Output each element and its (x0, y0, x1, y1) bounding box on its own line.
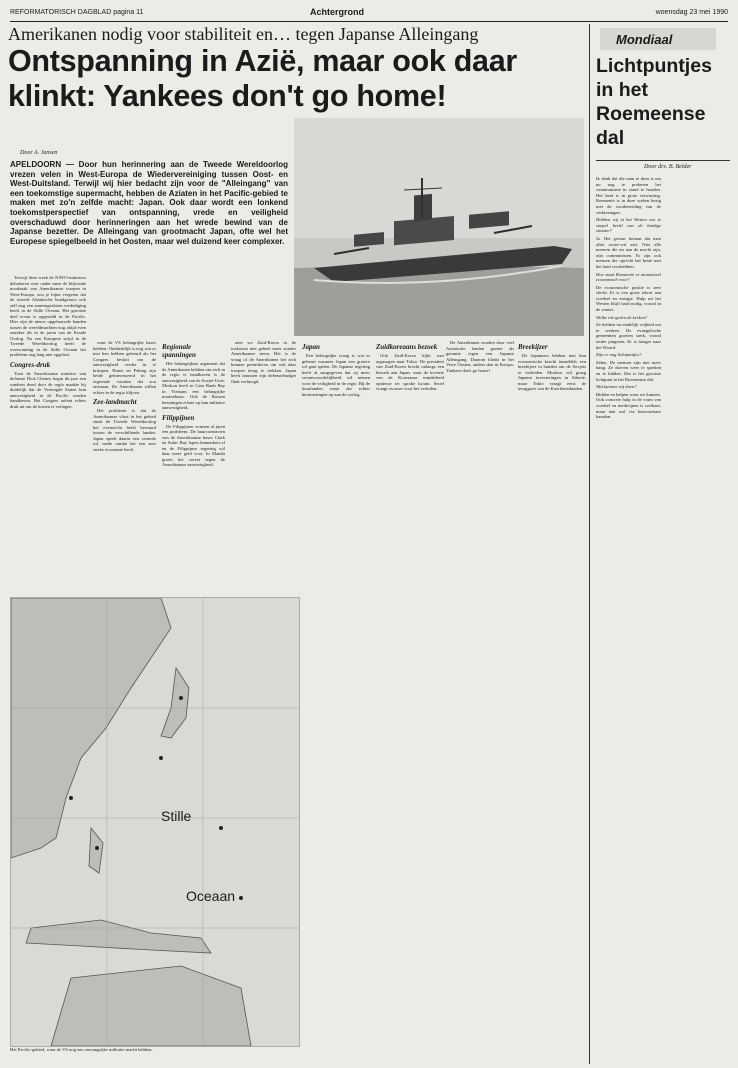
headline (8, 44, 583, 114)
pacific-map (10, 597, 300, 1047)
map-caption: Het Pacific-gebied, waar de VS nog een omvangrijke militaire macht hebben. (10, 1047, 153, 1052)
sidebar-text (596, 176, 732, 1056)
map-drawing (11, 598, 299, 1046)
col3-para: Het belangrijkste argument dat de Amerikanen hebben om zich in de regio te handhaven is de aanwezigheid van de Sovjet-Unie. Moskou heeft in Cam Ranh Bay in Vietnam een belangrijke marinebasis. Ook de Russen bezuinigen echter op hun militaire aanwezigheid. (162, 361, 225, 410)
sb-para-2: Ja. Het gevaar bestaat dat men alles zwart-wit ziet. Niet alle mensen die nu aan de macht zijn, zijn communisten. Er zijn ook mensen die oprecht het beste met het land voorhebben. (596, 235, 661, 269)
col6-para: Ook Zuid-Korea kijkt met argusogen naar Tokio. De president van Zuid-Korea bracht onlangs een bezoek aan Japan, waar de kwestie van de Koreaanse minderheid opnieuw ter sprake kwam. Seoel vraagt excuses voor het verleden. (376, 353, 444, 391)
sb-para-4: Ze hebben nu eindelijk vrijheid om te werken. De evangelische gemeenten groeien sterk, vooral onder jongeren. Er is honger naar het Woord. (596, 322, 661, 350)
sidebar-byline: Door drs. B. Belder (644, 164, 692, 170)
subhead-zee: Zee-landmacht (93, 398, 137, 406)
body-column-6 (376, 340, 444, 1060)
sb-question-3 (596, 315, 661, 321)
headline-line-2: klinkt: Yankees don't go home! (8, 79, 447, 113)
body-column-7 (446, 340, 514, 1060)
col8-para: De Japanners hebben met hun economische kracht inmiddels een breekijzer in handen om de Sovjets te verleiden. Moskou wil graag Japanse investeringen in Siberië, maar Tokio vraagt eerst de teruggave van de Koerileneilanden. (518, 353, 586, 391)
body-column-8 (518, 340, 586, 1060)
sb-question-2 (596, 272, 661, 283)
col1-para: Terwijl deze week de NAVO-ministers debatteren over onder meer de blijvende noodzaak van Amerikaanse troepen in West-Europa, zou je bijna vergeten dat de tweede Atlantische bondgenoot ook zelf nog een aaneengesloten verdediging heeft in de Stille Oceaan. Het grootste deel ervan is opgesteld in de Pacific. Hier zijn de nieuw opgebouwde banden tussen de wereldmachten nog altijd even onzeker als in de jaren van de Koude Oorlog. Na een Europese strijd in de Tweede Wereldoorlog heeft de overwinning in de Stille Oceaan het probleem nog lang niet opgelost. (10, 275, 86, 357)
sb-q1: Hebben wij in het Westen een te simpel beeld van de huidige situatie? (596, 217, 661, 234)
body-column-5 (302, 340, 370, 1060)
body-column-2 (93, 340, 156, 592)
headline-line-1: Ontspanning in Azië, maar ook daar (8, 44, 517, 78)
kicker: Amerikanen nodig voor stabiliteit en… tegen Japanse Alleingang (8, 24, 479, 44)
body-column-3 (162, 340, 225, 592)
col1b-para: Toen de Amerikaanse minister van defensie Dick Cheney begin dit jaar een rondreis deed door de regio maakte hij duidelijk dat de Verenigde Staten hun aanwezigheid in de Pacific zouden handhaven. Het Congres oefent echter druk uit om de kosten te verlagen. (10, 370, 86, 409)
map-label-oceaan: Oceaan (186, 888, 236, 904)
intro-text: APELDOORN — Door hun herinnering aan de Tweede Wereldoorlog vrezen velen in West-Europa de Wiedervereiniging tussen Oost- en West-Duitsland. Terwijl wij hier bedacht zijn voor de "Alleingang" van een toekomstige supermacht, hebben de Aziaten in het Pacific-gebied te maken met zo'n zelfde macht: Japan. Ook daar wordt een lonkend toekomstperspectief van ontspanning, vrede en veiligheid overschaduwd door herinneringen aan het wrede bewind van de Japanse bezetter. De Alleingang van grootmacht Japan, ofte wel het Europese spiegelbeeld in het Oosten, maar wel duizend keer complexer. (10, 160, 288, 246)
sb-para-6: Bidden en helpen waar we kunnen. Ook concrete hulp in de vorm van voedsel en medicijnen is welkom, maar dan wel via betrouwbare kanalen. (596, 391, 661, 420)
sb-q2: Hoe staat Roemenië er momenteel economisch voor? (596, 271, 661, 283)
sb-para-1: Ik denk dat die man te dom is om nu nog te proberen het communisme in stand te houden. Het land is in grote verwarring. Roemenië is in deze weken bezig met de voorbereiding van de verkiezingen. (596, 176, 661, 215)
subhead-japan: Japan (302, 343, 320, 351)
intro (10, 160, 288, 270)
section-title: Achtergrond (310, 7, 364, 17)
col4-para: zien we Zuid-Korea in de toekomst niet geheel meer zonder Amerikaanse steun. Het is de vraag of de Amerikanen het zich kunnen permitteren om ook daar troepen terug te trekken. Japan heeft intussen zijn defensiebudget flink verhoogd. (231, 340, 296, 384)
sb-q4: Zijn er nog lichtpuntjes? (596, 352, 642, 358)
col5-para: Een belangrijke vraag is wat er gebeurt wanneer Japan een grotere rol gaat spelen. De Japanse regering heeft al aangegeven dat zij meer verantwoordelijkheid wil nemen voor de veiligheid in de regio. Bij de buurlanden roept dat echter herinneringen op aan de oorlog. (302, 353, 370, 397)
subhead-breekijzer: Breekijzer (518, 343, 548, 351)
sb-question-4 (596, 352, 661, 358)
warship-photo (294, 118, 584, 336)
sb-para-3: De economische positie is zeer slecht. Er is een groot tekort aan voedsel en energie. Hulp uit het Westen blijft hard nodig, vooral in de winter. (596, 284, 661, 313)
sb-question-5 (596, 384, 661, 390)
map-label-stille: Stille (161, 808, 192, 824)
warship-illustration (294, 118, 584, 336)
col2-para: waar de VS belangrijke bases hebben. Onduidelijk is nog wat er met hen hebben gebeurd als het Congres besluit om de aanwezigheid verder in te krimpen. Hanoi en Peking zijn beide geïnteresseerd in het regionale vacuüm dat zou ontstaan. De Amerikanen willen echter in de regio blijven. (93, 340, 156, 395)
masthead (10, 7, 728, 22)
body-column-4 (231, 340, 296, 592)
sb-para-5: Zeker. De mensen zijn niet meer bang. Ze durven weer te spreken en te bidden. Dat is het grootste lichtpunt in het Roemeense dal. (596, 359, 661, 382)
sb-question-1 (596, 217, 661, 234)
sb-q5: Wat kunnen wij doen? (596, 384, 637, 390)
mondiaal-logo-text: Mondiaal (616, 32, 673, 47)
subhead-zuidkoreaans: Zuidkoreaans bezoek (376, 343, 438, 351)
subhead-filippijnen: Filippijnen (162, 413, 195, 422)
sidebar-mondiaal (589, 24, 732, 1064)
body-column-1 (10, 275, 86, 592)
mondiaal-logo (600, 28, 716, 50)
issue-date: woensdag 23 mei 1990 (655, 9, 728, 16)
sidebar-title: Lichtpuntjes in het Roemeense dal (596, 54, 730, 161)
sb-q3: Welke rol spelen de kerken? (596, 314, 648, 320)
col3b-para: De Filippijnen vormen al jaren een probleem. De huurcontracten van de Amerikaanse bases Clark en Subic Bay lopen binnenkort af en de Filippijnse regering wil daar meer geld voor. In Manila groeit het verzet tegen de Amerikaanse aanwezigheid. (162, 423, 225, 467)
col2b-para: Het probleem is dat de Amerikaanse vloot in het gebied sinds de Tweede Wereldoorlog het evenwicht heeft bewaard tussen de verschillende landen. Japan speelt daarin een centrale rol, mede omdat het een zeer sterke economie heeft. (93, 408, 156, 452)
col7-para: De Amerikanen worden door veel Aziatische landen gezien als garantie tegen een Japanse Alleingang. Daarom klinkt in het Verre Oosten, anders dan in Europa: Yankees don't go home! (446, 340, 514, 373)
paper-name: REFORMATORISCH DAGBLAD pagina 11 (10, 9, 144, 16)
byline: Door A. Jansen (20, 150, 58, 156)
subhead-regionale: Regionale spanningen (162, 343, 196, 359)
subhead-congres: Congres-druk (10, 360, 51, 369)
